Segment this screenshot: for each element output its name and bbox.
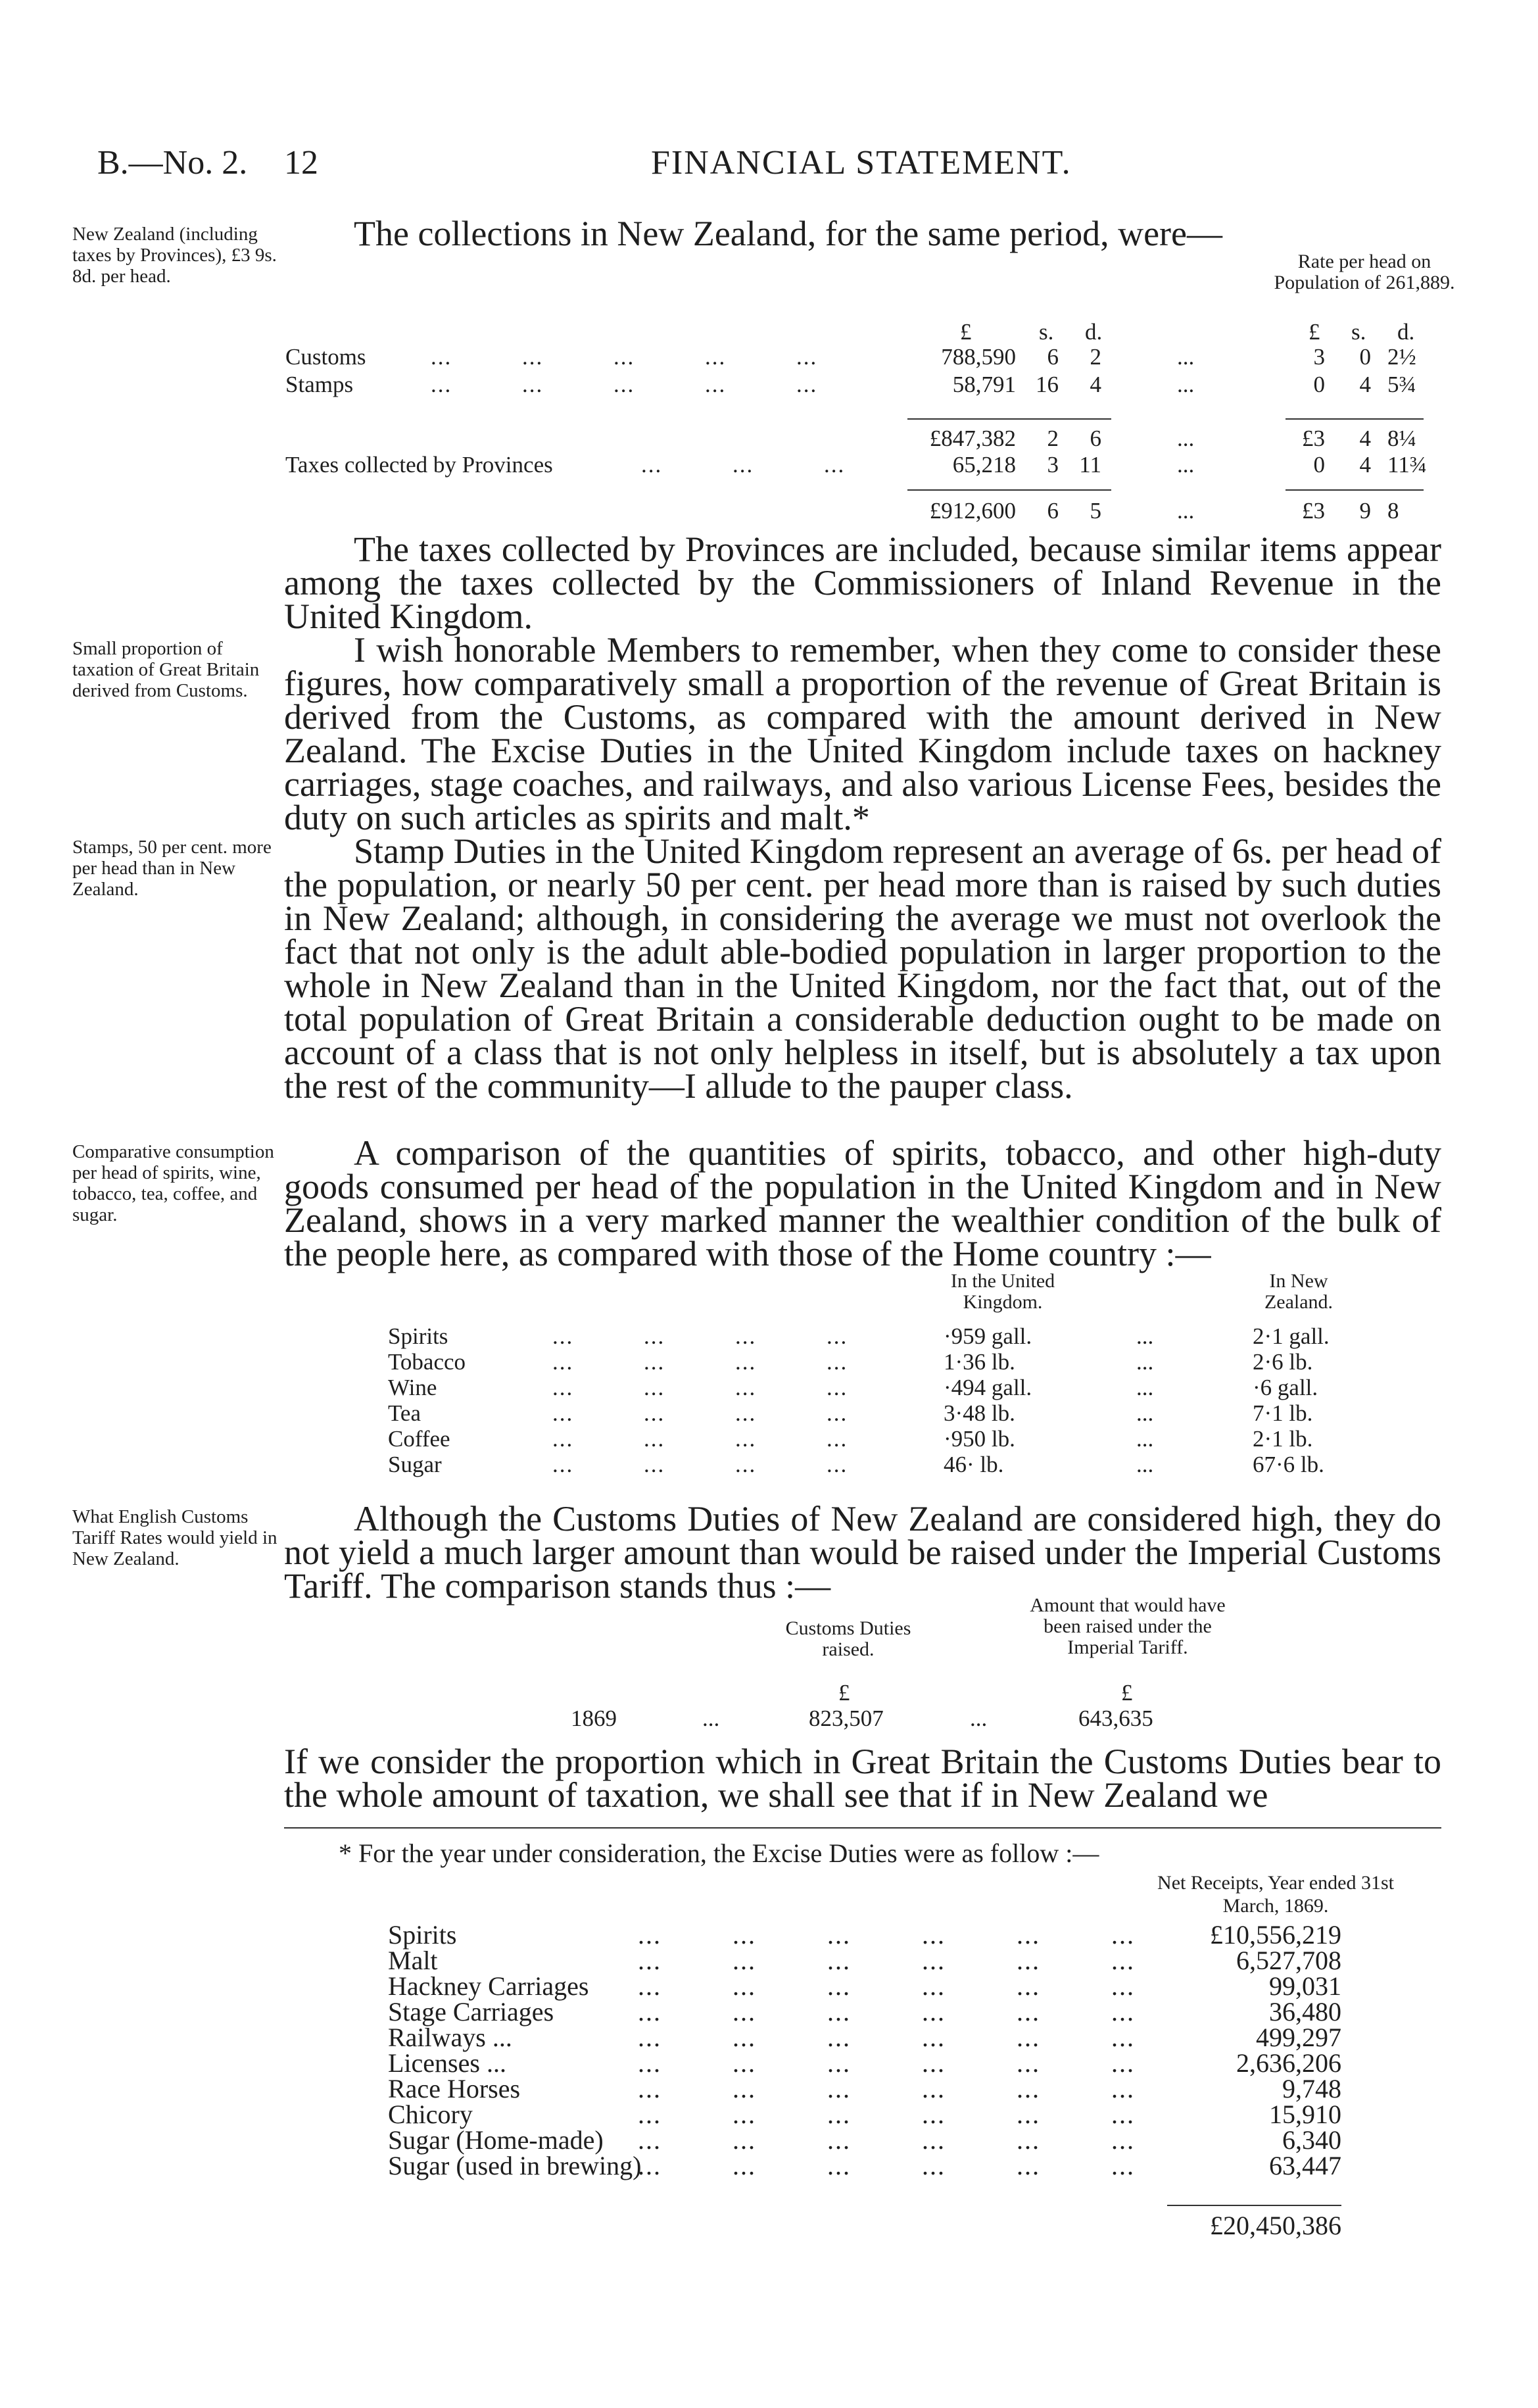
total-shillings: 6 <box>1047 498 1059 524</box>
leader-dots: ... <box>1177 498 1195 524</box>
consumption-uk-value: 1·36 lb. <box>944 1349 1015 1375</box>
leader-dots: ... ... ... ... ... ... <box>638 1971 1135 2001</box>
excise-value: £10,556,219 <box>1210 1920 1341 1950</box>
leader-dots: ... <box>1136 1323 1154 1349</box>
excise-item: Licenses ... <box>388 2048 506 2078</box>
collections-row-label: Stamps <box>285 372 354 397</box>
provinces-pence: 11 <box>1079 452 1101 478</box>
tariff-unit-imperial: £ <box>1121 1680 1133 1706</box>
consumption-nz-value: 67·6 lb. <box>1253 1452 1324 1477</box>
leader-dots: ... ... ... ... <box>552 1400 848 1426</box>
tariff-unit-raised: £ <box>838 1680 850 1706</box>
tariff-col-imperial: Amount that would have been raised under the Imperial Tariff. <box>1030 1594 1226 1658</box>
total-pounds: £912,600 <box>929 498 1016 524</box>
leader-dots: ... ... ... ... <box>552 1426 848 1452</box>
leader-dots: ... <box>1136 1426 1154 1452</box>
excise-item: Hackney Carriages <box>388 1971 589 2001</box>
consumption-nz-value: 7·1 lb. <box>1253 1400 1313 1426</box>
leader-dots: ... <box>702 1706 720 1731</box>
consumption-uk-value: ·494 gall. <box>944 1375 1032 1400</box>
excise-item: Sugar (Home-made) <box>388 2125 604 2155</box>
total-rule <box>1286 489 1424 491</box>
collections-pounds: 788,590 <box>941 344 1016 370</box>
excise-row <box>388 1999 1341 2025</box>
provinces-rate-pounds: 0 <box>1313 452 1325 478</box>
excise-row <box>388 1948 1341 1974</box>
leader-dots: ... ... ... ... ... ... <box>638 2151 1135 2180</box>
excise-value: 6,527,708 <box>1236 1946 1341 1975</box>
paragraph: The taxes collected by Provinces are included, because similar items appear among the taxes collected by the Commissioners of Inland Revenue in the United Kingdom. <box>284 529 1441 636</box>
leader-dots: ... <box>1136 1349 1154 1375</box>
leader-dots: ... ... ... ... <box>552 1349 848 1375</box>
leader-dots: ... <box>1177 344 1195 370</box>
excise-item: Spirits <box>388 1920 457 1950</box>
subtotal-shillings: 2 <box>1047 426 1059 451</box>
document-reference: B.—No. 2. <box>97 144 248 182</box>
margin-note: Comparative consumption per head of spirits, wine, tobacco, tea, coffee, and sugar. <box>72 1141 274 1225</box>
excise-item: Race Horses <box>388 2074 521 2103</box>
col-header-pence: d. <box>1085 319 1103 345</box>
excise-item: Sugar (used in brewing) <box>388 2151 642 2180</box>
footnote-total-rule <box>1167 2205 1341 2206</box>
leader-dots: ... ... ... ... <box>552 1452 848 1477</box>
leader-dots: ... ... ... ... ... ... <box>638 2023 1135 2052</box>
margin-note: New Zealand (including taxes by Provinces), £3 9s. 8d. per head. <box>72 224 277 287</box>
tariff-raised-value: 823,507 <box>809 1706 884 1731</box>
consumption-col-nz: In New Zealand. <box>1264 1270 1334 1313</box>
collections-pence: 4 <box>1090 372 1101 397</box>
consumption-item: Wine <box>388 1375 437 1400</box>
consumption-item: Spirits <box>388 1323 448 1349</box>
excise-row <box>388 2153 1341 2179</box>
consumption-item: Tobacco <box>388 1349 466 1375</box>
collections-shillings: 6 <box>1047 344 1059 370</box>
consumption-item: Coffee <box>388 1426 450 1452</box>
rate-pence: 2½ <box>1387 344 1416 370</box>
leader-dots: ... <box>1177 426 1195 451</box>
consumption-uk-value: ·950 lb. <box>944 1426 1015 1452</box>
consumption-uk-value: 3·48 lb. <box>944 1400 1015 1426</box>
leader-dots: ... <box>1136 1375 1154 1400</box>
paragraph: I wish honorable Members to remember, when they come to consider these figures, how comparatively small a proportion of the revenue of Great Britain is derived from the Customs, as compared with the amount derived in New Zealand. The Excise Duties in the United Kingdom include taxes on hackney carriages, stage coaches, and railways, and also various License Fees, besides the duty on such articles as spirits and malt.* <box>284 630 1441 837</box>
collections-shillings: 16 <box>1036 372 1059 397</box>
leader-dots: ... ... ... ... ... ... <box>638 2074 1135 2103</box>
excise-item: Stage Carriages <box>388 1997 554 2027</box>
subtotal-rate-pounds: £3 <box>1302 426 1325 451</box>
excise-value: 499,297 <box>1256 2023 1341 2052</box>
subtotal-pounds: £847,382 <box>929 426 1016 451</box>
consumption-item: Sugar <box>388 1452 442 1477</box>
paragraph: A comparison of the quantities of spirits, tobacco, and other high-duty goods consumed per head of the population in the United Kingdom and in New Zealand, shows in a very marked manner the wealthier condition of the bulk of the people here, as compared with those of the Home country :— <box>284 1133 1441 1273</box>
page-number: 12 <box>284 144 318 182</box>
leader-dots: ... <box>970 1706 988 1731</box>
consumption-item: Tea <box>388 1400 421 1426</box>
excise-row <box>388 2050 1341 2076</box>
leader-dots: ... ... ... <box>641 452 846 478</box>
collections-pounds: 58,791 <box>952 372 1016 397</box>
rate-shillings: 4 <box>1359 372 1371 397</box>
col-header-rate-shillings: s. <box>1351 319 1366 345</box>
footnote-intro: * For the year under consideration, the Excise Duties were as follow :— <box>339 1838 1099 1868</box>
leader-dots: ... <box>1136 1400 1154 1426</box>
collections-row-label: Taxes collected by Provinces <box>285 452 553 478</box>
tariff-imperial-value: 643,635 <box>1078 1706 1153 1731</box>
footnote-rule <box>284 1827 1441 1829</box>
excise-item: Malt <box>388 1946 438 1975</box>
col-header-rate-pence: d. <box>1397 319 1415 345</box>
margin-note: Stamps, 50 per cent. more per head than in New Zealand. <box>72 837 272 900</box>
leader-dots: ... ... ... ... ... ... <box>638 2100 1135 2129</box>
consumption-nz-value: 2·1 lb. <box>1253 1426 1313 1452</box>
leader-dots: ... <box>1136 1452 1154 1477</box>
excise-row <box>388 2025 1341 2051</box>
subtotal-rate-pence: 8¼ <box>1387 426 1416 451</box>
subtotal-rule <box>907 418 1111 420</box>
leader-dots: ... ... ... ... <box>552 1323 848 1349</box>
excise-row <box>388 2101 1341 2128</box>
page-title: FINANCIAL STATEMENT. <box>651 144 1072 182</box>
total-rate-shillings: 9 <box>1359 498 1371 524</box>
excise-value: 2,636,206 <box>1236 2048 1341 2078</box>
consumption-col-uk: In the United Kingdom. <box>950 1270 1055 1313</box>
excise-item: Railways ... <box>388 2023 512 2052</box>
col-header-rate-pound: £ <box>1309 319 1320 345</box>
excise-row <box>388 2127 1341 2153</box>
paragraph: If we consider the proportion which in Great Britain the Customs Duties bear to the whole amount of taxation, we shall see that if in New Zealand we <box>284 1742 1441 1815</box>
provinces-rate-pence: 11¾ <box>1387 452 1427 478</box>
excise-row <box>388 1973 1341 2000</box>
total-rule <box>907 489 1111 491</box>
footnote-col-header: Net Receipts, Year ended 31st March, 1869. <box>1157 1872 1394 1917</box>
leader-dots: ... ... ... ... ... <box>431 372 818 397</box>
margin-note: What English Customs Tariff Rates would yield in New Zealand. <box>72 1506 277 1569</box>
leader-dots: ... ... ... ... ... ... <box>638 2048 1135 2078</box>
leader-dots: ... ... ... ... <box>552 1375 848 1400</box>
subtotal-rate-shillings: 4 <box>1359 426 1371 451</box>
leader-dots: ... <box>1177 452 1195 478</box>
rate-per-head-header: Rate per head on Population of 261,889. <box>1274 251 1455 293</box>
leader-dots: ... ... ... ... ... ... <box>638 1997 1135 2027</box>
tariff-year: 1869 <box>571 1706 617 1731</box>
tariff-col-raised: Customs Duties raised. <box>785 1617 911 1660</box>
subtotal-rule <box>1286 418 1424 420</box>
col-header-shillings: s. <box>1039 319 1054 345</box>
consumption-nz-value: 2·6 lb. <box>1253 1349 1313 1375</box>
rate-shillings: 0 <box>1359 344 1371 370</box>
excise-value: 99,031 <box>1269 1971 1341 2001</box>
excise-value: 6,340 <box>1282 2125 1341 2155</box>
consumption-uk-value: 46· lb. <box>944 1452 1004 1477</box>
leader-dots: ... ... ... ... ... ... <box>638 1946 1135 1975</box>
excise-value: 9,748 <box>1282 2074 1341 2103</box>
excise-value: 15,910 <box>1269 2100 1341 2129</box>
total-rate-pounds: £3 <box>1302 498 1325 524</box>
consumption-uk-value: ·959 gall. <box>944 1323 1032 1349</box>
subtotal-pence: 6 <box>1090 426 1101 451</box>
collections-pence: 2 <box>1090 344 1101 370</box>
col-header-pound: £ <box>960 319 972 345</box>
footnote-total: £20,450,386 <box>1210 2211 1341 2240</box>
collections-intro: The collections in New Zealand, for the same period, were— <box>354 214 1222 253</box>
leader-dots: ... ... ... ... ... <box>431 344 818 370</box>
leader-dots: ... ... ... ... ... ... <box>638 2125 1135 2155</box>
excise-row <box>388 1922 1341 1948</box>
paragraph: Stamp Duties in the United Kingdom represent an average of 6s. per head of the population, or nearly 50 per cent. per head more than is raised by such duties in New Zealand; although, in considering the average we must not overlook the fact that not only is the adult able-bodied population in larger proportion to the whole in New Zealand than in the United Kingdom, nor the fact that, out of the total population of Great Britain a considerable deduction ought to be made on account of a class that is not only helpless in itself, but is absolutely a tax upon the rest of the community—I allude to the pauper class. <box>284 831 1441 1106</box>
consumption-nz-value: 2·1 gall. <box>1253 1323 1330 1349</box>
excise-item: Chicory <box>388 2100 473 2129</box>
excise-value: 36,480 <box>1269 1997 1341 2027</box>
margin-note: Small proportion of taxation of Great Britain derived from Customs. <box>72 638 260 701</box>
rate-pounds: 0 <box>1313 372 1325 397</box>
leader-dots: ... <box>1177 372 1195 397</box>
total-pence: 5 <box>1090 498 1101 524</box>
paragraph: Although the Customs Duties of New Zealand are considered high, they do not yield a much larger amount than would be raised under the Imperial Customs Tariff. The comparison stands thus :— <box>284 1499 1441 1606</box>
provinces-rate-shillings: 4 <box>1359 452 1371 478</box>
excise-row <box>388 2076 1341 2102</box>
consumption-nz-value: ·6 gall. <box>1253 1375 1318 1400</box>
provinces-shillings: 3 <box>1047 452 1059 478</box>
provinces-pounds: 65,218 <box>952 452 1016 478</box>
rate-pounds: 3 <box>1313 344 1325 370</box>
excise-value: 63,447 <box>1269 2151 1341 2180</box>
leader-dots: ... ... ... ... ... ... <box>638 1920 1135 1950</box>
rate-pence: 5¾ <box>1387 372 1416 397</box>
collections-row-label: Customs <box>285 344 366 370</box>
total-rate-pence: 8 <box>1387 498 1399 524</box>
